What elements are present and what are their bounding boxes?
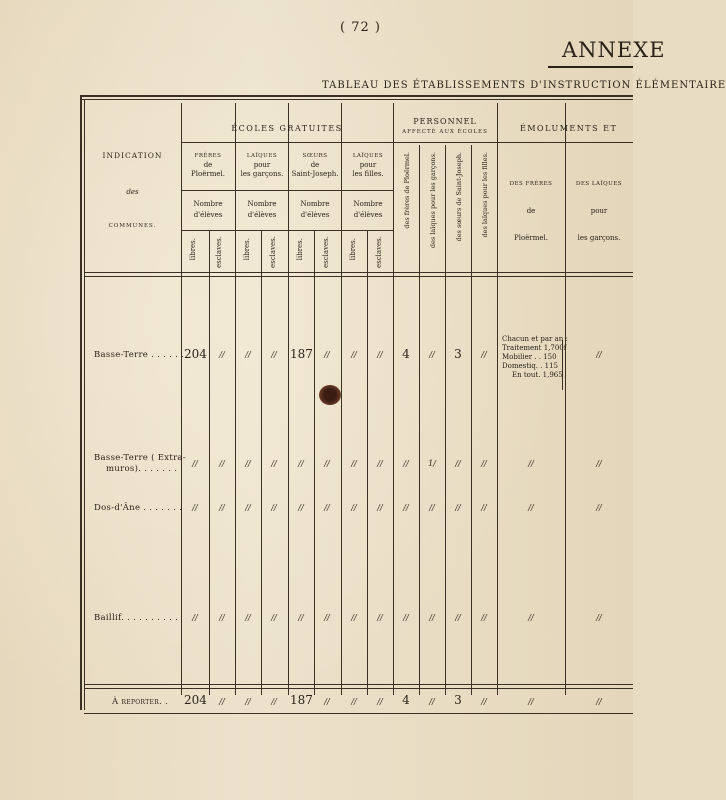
cell-0-8: 4 — [402, 347, 410, 361]
column-rule-2 — [288, 103, 289, 695]
count-rule — [181, 230, 393, 231]
ecoles-gratuites-title: ÉCOLES GRATUITES — [231, 124, 343, 133]
cell-2-3: // — [271, 503, 277, 512]
cell-1-8: // — [403, 459, 409, 468]
header-bottom-rule — [84, 272, 633, 273]
cell-0-3: // — [271, 350, 277, 359]
group-name-0-2: Ploërmel. — [191, 170, 225, 178]
group-name-3-0: LAÏQUES — [352, 153, 384, 159]
cell-3-5: // — [324, 613, 330, 622]
row-label-1: Basse-Terre ( Extra- — [94, 453, 186, 463]
total-cell-5: // — [324, 697, 330, 706]
cell-0-6: // — [351, 350, 357, 359]
cell-2-8: // — [403, 503, 409, 512]
group-count-2-0: Nombre — [300, 200, 330, 208]
total-cell-7: // — [377, 697, 383, 706]
table-left-rule — [80, 95, 82, 710]
ecoles-header-rule — [181, 142, 393, 143]
personnel-column-rule-0 — [419, 145, 420, 695]
sub-column-rule-2 — [314, 230, 315, 695]
group-name-2-0: SŒURS — [302, 153, 328, 159]
table-title: TABLEAU DES ÉTABLISSEMENTS D'INSTRUCTION ÉLÉMENTAIRE — [322, 80, 726, 91]
emol2-cell-0: // — [596, 350, 602, 359]
personnel-header-rule — [393, 142, 497, 143]
emoluments-title: ÉMOLUMENTS ET — [520, 124, 618, 133]
emol-note-3: Domestiq. . 115 — [502, 362, 558, 370]
annex-title: ANNEXE — [562, 38, 666, 62]
cell-2-5: // — [324, 503, 330, 512]
group-name-2-2: Saint-Joseph. — [291, 170, 339, 178]
emol-col-0-0: DES FRÈRES — [509, 181, 553, 187]
total-cell-10: 3 — [454, 693, 462, 707]
cell-0-9: // — [429, 350, 435, 359]
cell-0-5: // — [324, 350, 330, 359]
emol1-cell-2: // — [528, 503, 534, 512]
column-rule-6 — [565, 103, 566, 695]
group-name-3-1: pour — [359, 161, 377, 169]
total-emol2: // — [596, 697, 602, 706]
cell-1-1: // — [219, 459, 225, 468]
emol1-cell-1: // — [528, 459, 534, 468]
cell-2-7: // — [377, 503, 383, 512]
total-cell-2: // — [245, 697, 251, 706]
cell-3-8: // — [403, 613, 409, 622]
emol2-cell-2: // — [596, 503, 602, 512]
group-name-1-2: les garçons. — [240, 170, 284, 178]
cell-1-6: // — [351, 459, 357, 468]
table-top-rule-2 — [80, 99, 633, 100]
page-number: ( 72 ) — [340, 20, 381, 35]
cell-0-4: 187 — [290, 347, 313, 361]
ink-stain — [319, 385, 341, 405]
cell-0-11: // — [481, 350, 487, 359]
emol-note-0: Chacun et par an : — [502, 335, 568, 343]
sub-libres-1: libres. — [243, 238, 251, 261]
total-cell-9: // — [429, 697, 435, 706]
cell-2-2: // — [245, 503, 251, 512]
cell-3-10: // — [455, 613, 461, 622]
group-count-3-1: d'élèves — [353, 211, 383, 219]
total-cell-11: // — [481, 697, 487, 706]
emol-col-1-1: pour — [590, 207, 608, 215]
indication-communes: COMMUNES. — [108, 223, 157, 229]
row-label-2: Dos-d'Âne . . . . . . . — [94, 503, 183, 513]
cell-3-11: // — [481, 613, 487, 622]
group-count-0-1: d'élèves — [193, 211, 223, 219]
emol-note-2: Mobilier . . 150 — [502, 353, 557, 361]
cell-1-4: // — [298, 459, 304, 468]
cell-0-1: // — [219, 350, 225, 359]
cell-0-7: // — [377, 350, 383, 359]
group-name-0-1: de — [203, 161, 213, 169]
sub-libres-3: libres. — [349, 238, 357, 261]
group-name-1-1: pour — [253, 161, 271, 169]
annex-rule — [548, 66, 633, 68]
total-cell-0: 204 — [184, 693, 207, 707]
sub-column-rule-3 — [367, 230, 368, 695]
column-rule-0 — [181, 103, 182, 695]
emol2-cell-1: // — [596, 459, 602, 468]
row-label-0: Basse-Terre . . . . . . — [94, 350, 185, 360]
cell-0-10: 3 — [454, 347, 462, 361]
cell-3-6: // — [351, 613, 357, 622]
total-top-rule-2 — [84, 688, 633, 689]
personnel-col-0: des frères de Ploërmel. — [403, 152, 411, 229]
row-label2-1: muros). . . . . . . — [106, 464, 178, 474]
personnel-col-3: des laïques pour les filles. — [481, 152, 489, 238]
total-cell-1: // — [219, 697, 225, 706]
cell-0-2: // — [245, 350, 251, 359]
table-top-rule — [80, 95, 633, 97]
total-top-rule — [84, 684, 633, 685]
group-count-2-1: d'élèves — [300, 211, 330, 219]
personnel-column-rule-1 — [445, 145, 446, 695]
emol-note-4: En tout. 1,965 — [512, 371, 563, 379]
total-cell-4: 187 — [290, 693, 313, 707]
cell-3-3: // — [271, 613, 277, 622]
column-rule-3 — [341, 103, 342, 695]
group-name-3-2: les filles. — [352, 170, 384, 178]
cell-2-10: // — [455, 503, 461, 512]
emol-header-rule — [497, 142, 633, 143]
indication-des: des — [126, 188, 139, 196]
cell-1-7: // — [377, 459, 383, 468]
personnel-title: PERSONNEL — [413, 117, 477, 126]
emol-col-0-2: Ploërmel. — [514, 234, 548, 242]
emol1-cell-3: // — [528, 613, 534, 622]
cell-2-9: // — [429, 503, 435, 512]
column-rule-1 — [235, 103, 236, 695]
personnel-column-rule-2 — [471, 145, 472, 695]
cell-2-1: // — [219, 503, 225, 512]
column-rule-4 — [393, 103, 394, 695]
group-count-1-1: d'élèves — [247, 211, 277, 219]
cell-1-2: // — [245, 459, 251, 468]
total-cell-3: // — [271, 697, 277, 706]
total-cell-8: 4 — [402, 693, 410, 707]
header-bottom-rule-2 — [84, 276, 633, 277]
cell-3-1: // — [219, 613, 225, 622]
group-name-2-1: de — [310, 161, 320, 169]
sub-esclaves-2: esclaves. — [322, 236, 330, 268]
personnel-subtitle: AFFECTÉ AUX ÉCOLES — [402, 129, 488, 135]
emol-note-1: Traitement 1,700f — [502, 344, 567, 352]
table-bottom-rule — [84, 713, 633, 714]
emol-col-0-1: de — [526, 207, 536, 215]
group-count-0-0: Nombre — [193, 200, 223, 208]
group-count-1-0: Nombre — [247, 200, 277, 208]
cell-1-11: // — [481, 459, 487, 468]
group-count-3-0: Nombre — [353, 200, 383, 208]
sub-column-rule-1 — [261, 230, 262, 695]
cell-1-0: // — [192, 459, 198, 468]
cell-2-4: // — [298, 503, 304, 512]
cell-3-7: // — [377, 613, 383, 622]
row-label-3: Baillif. . . . . . . . . . — [94, 613, 179, 623]
total-cell-6: // — [351, 697, 357, 706]
sub-esclaves-1: esclaves. — [269, 236, 277, 268]
cell-2-6: // — [351, 503, 357, 512]
indication-label: INDICATION — [102, 151, 163, 160]
sub-esclaves-0: esclaves. — [215, 236, 223, 268]
sub-libres-0: libres. — [189, 238, 197, 261]
cell-3-2: // — [245, 613, 251, 622]
emol-note-bracket — [562, 340, 563, 390]
emol-col-1-2: les garçons. — [577, 234, 621, 242]
personnel-col-1: des laïques pour les garçons. — [429, 152, 437, 249]
cell-3-0: // — [192, 613, 198, 622]
personnel-col-2: des sœurs de Saint-Joseph. — [455, 152, 463, 242]
cell-1-5: // — [324, 459, 330, 468]
cell-3-4: // — [298, 613, 304, 622]
sub-esclaves-3: esclaves. — [375, 236, 383, 268]
sub-column-rule-0 — [209, 230, 210, 695]
emol-col-1-0: DES LAÏQUES — [575, 181, 623, 187]
group-name-0-0: FRÈRES — [194, 153, 222, 159]
cell-1-10: // — [455, 459, 461, 468]
cell-3-9: // — [429, 613, 435, 622]
cell-0-0: 204 — [184, 347, 207, 361]
sub-libres-2: libres. — [296, 238, 304, 261]
cell-2-11: // — [481, 503, 487, 512]
total-emol1: // — [528, 697, 534, 706]
column-rule-5 — [497, 103, 498, 695]
cell-1-9: 1/ — [428, 459, 436, 468]
group-name-rule — [181, 190, 393, 191]
cell-2-0: // — [192, 503, 198, 512]
cell-1-3: // — [271, 459, 277, 468]
emol2-cell-3: // — [596, 613, 602, 622]
group-name-1-0: LAÏQUES — [246, 153, 278, 159]
total-label: À reporter. . — [112, 697, 169, 707]
